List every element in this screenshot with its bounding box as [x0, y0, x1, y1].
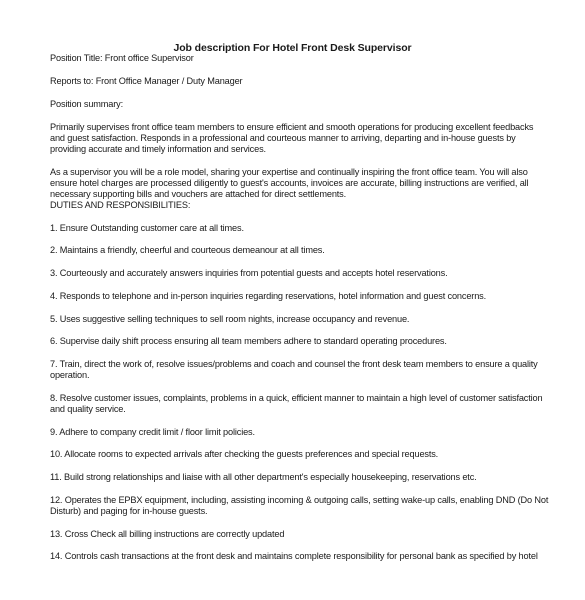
duty-item-12: 12. Operates the EPBX equipment, including, assisting incoming & outgoing calls, setting wake-up calls, enabling DND (Do Not Disturb) and paging for in-house guests.: [50, 495, 549, 516]
duty-item-3: 3. Courteously and accurately answers inquiries from potential guests and accepts hotel reservations.: [50, 268, 448, 278]
duties-heading: DUTIES AND RESPONSIBILITIES:: [50, 200, 191, 210]
duty-item-6: 6. Supervise daily shift process ensuring all team members adhere to standard operating procedures.: [50, 336, 447, 346]
duty-item-2: 2. Maintains a friendly, cheerful and courteous demeanour at all times.: [50, 245, 325, 255]
duty-item-13: 13. Cross Check all billing instructions are correctly updated: [50, 529, 285, 539]
duty-item-10: 10. Allocate rooms to expected arrivals after checking the guests preferences and special requests.: [50, 449, 439, 459]
duty-item-9: 9. Adhere to company credit limit / floor limit policies.: [50, 427, 255, 437]
duty-item-4: 4. Responds to telephone and in-person inquiries regarding reservations, hotel information and guest concerns.: [50, 291, 487, 301]
reports-to: Reports to: Front Office Manager / Duty Manager: [50, 76, 243, 86]
summary-paragraph-1: Primarily supervises front office team members to ensure efficient and smooth operations for producing excellent feedbacks and guest satisfaction. Responds in a professional and courteous manner to arriving, departing and in-house guests by providing accurate and timely information and services.: [50, 122, 534, 154]
duty-item-11: 11. Build strong relationships and liaise with all other department's especially housekeeping, reservations etc.: [50, 472, 477, 482]
duty-item-8: 8. Resolve customer issues, complaints, problems in a quick, efficient manner to maintain a high level of customer satisfaction and quality service.: [50, 393, 543, 414]
document-title: Job description For Hotel Front Desk Supervisor: [173, 42, 412, 54]
position-title: Position Title: Front office Supervisor: [50, 53, 194, 63]
duty-item-14: 14. Controls cash transactions at the front desk and maintains complete responsibility for personal bank as specified by hotel: [50, 551, 538, 561]
summary-heading: Position summary:: [50, 99, 124, 109]
duty-item-7: 7. Train, direct the work of, resolve issues/problems and coach and counsel the front desk team members to ensure a quality operation.: [50, 359, 538, 380]
duty-item-1: 1. Ensure Outstanding customer care at all times.: [50, 223, 244, 233]
duty-item-5: 5. Uses suggestive selling techniques to sell room nights, increase occupancy and revenue.: [50, 314, 410, 324]
summary-paragraph-2: As a supervisor you will be a role model, sharing your expertise and continually inspiring the front office team. You will also ensure hotel charges are processed diligently to guest's accounts, invoices are accurate, billing instructions are verified, all necessary supporting bills and vouchers are attached for direct settlements.: [50, 167, 529, 199]
